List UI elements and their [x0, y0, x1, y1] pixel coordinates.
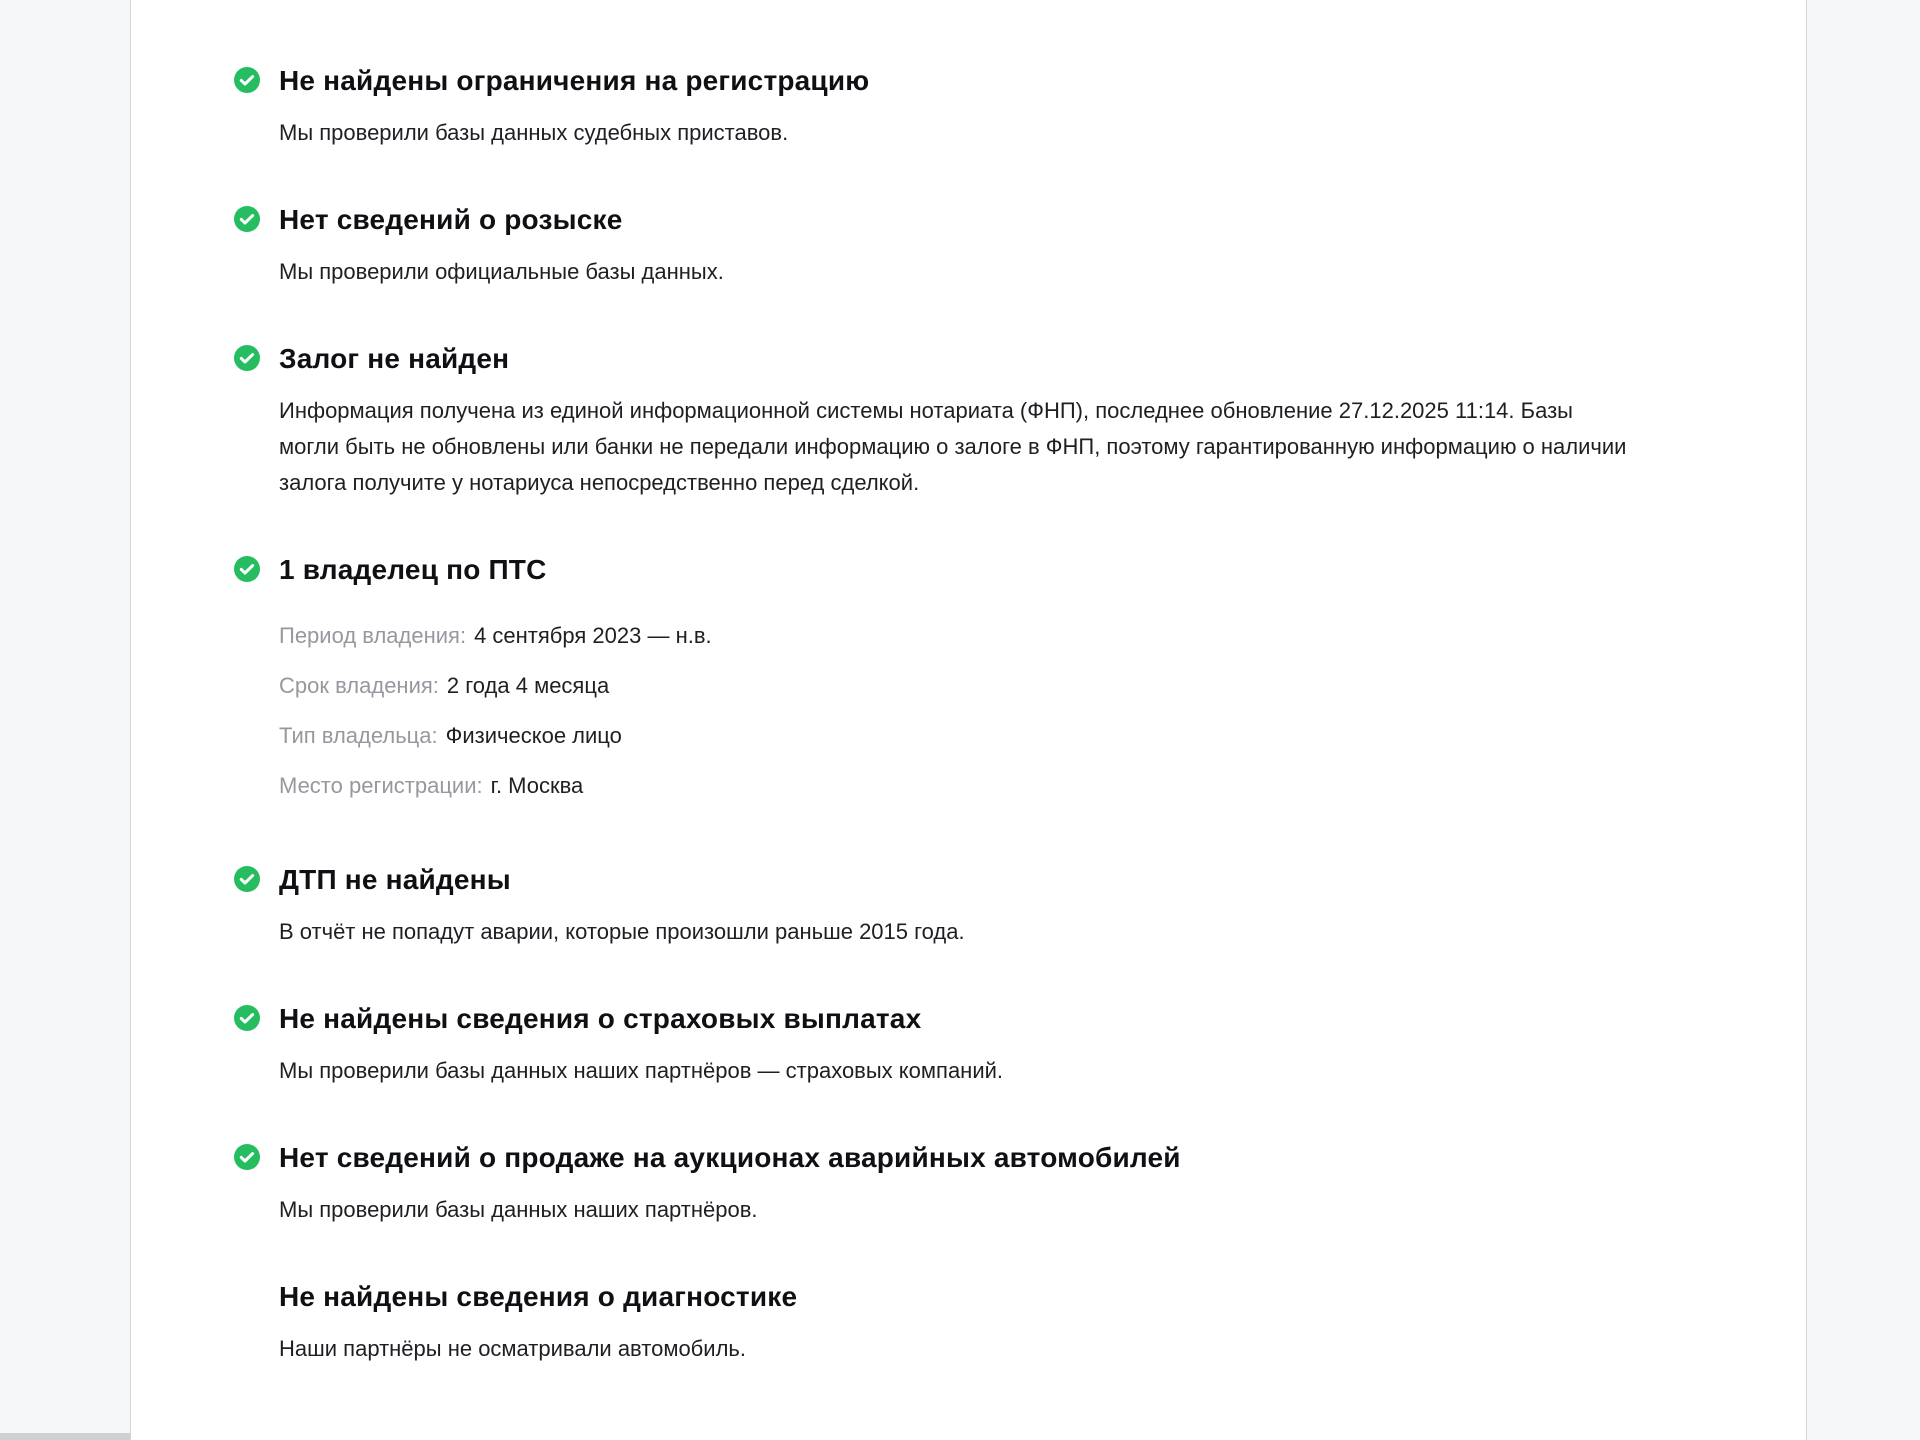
check-circle-icon [234, 67, 260, 93]
ownership-detail-row [279, 711, 1746, 761]
section-title: Не найдены сведения о страховых выплатах [279, 1003, 922, 1034]
section-content [279, 1002, 1746, 1089]
detail-value: 4 сентября 2023 — н.в. [474, 623, 712, 648]
check-circle-icon [234, 345, 260, 371]
section-description: Мы проверили официальные базы данных. [279, 259, 724, 284]
section-title: Нет сведений о розыске [279, 204, 623, 235]
check-circle-icon [234, 1144, 260, 1170]
section-title: 1 владелец по ПТС [279, 554, 547, 585]
detail-label: Тип владельца: [279, 723, 438, 748]
section-icon-cell [234, 863, 279, 950]
section-content [279, 1141, 1746, 1228]
section-title: ДТП не найдены [279, 864, 511, 895]
ownership-details [279, 611, 1746, 811]
left-gutter [0, 0, 130, 1440]
section-title: Не найдены сведения о диагностике [279, 1281, 798, 1312]
detail-value: Физическое лицо [445, 723, 622, 748]
section-description: Наши партнёры не осматривали автомобиль. [279, 1336, 746, 1361]
section-content [279, 553, 1746, 811]
ownership-detail-row [279, 611, 1746, 661]
detail-value: г. Москва [490, 773, 584, 798]
section-title: Не найдены ограничения на регистрацию [279, 65, 870, 96]
section-icon-cell [234, 203, 279, 290]
report-check-section [234, 203, 1746, 290]
section-icon-cell [234, 342, 279, 501]
check-circle-icon [234, 1005, 260, 1031]
report-check-section [234, 1280, 1746, 1367]
section-icon-cell [234, 1141, 279, 1228]
section-description: Мы проверили базы данных наших партнёров — страховых компаний. [279, 1058, 1004, 1083]
detail-label: Период владения: [279, 623, 467, 648]
right-gutter [1807, 0, 1920, 1440]
section-description: Мы проверили базы данных наших партнёров. [279, 1197, 758, 1222]
detail-label: Место регистрации: [279, 773, 483, 798]
section-content [279, 863, 1746, 950]
section-icon-cell [234, 64, 279, 151]
section-title: Залог не найден [279, 343, 510, 374]
section-content [279, 1280, 1746, 1367]
report-check-section [234, 64, 1746, 151]
section-description: Информация получена из единой информационной системы нотариата (ФНП), последнее обновление 27.12.2025 11:14. Базы могли быть не обновлены или банки не передали информацию о залоге в ФНП, поэтому гарантированную информацию о наличии залога получите у нотариуса непосредственно перед сделкой. [279, 398, 1627, 495]
section-icon-cell [234, 553, 279, 811]
report-check-section [234, 342, 1746, 501]
section-content [279, 342, 1746, 501]
section-title: Нет сведений о продаже на аукционах аварийных автомобилей [279, 1142, 1181, 1173]
ownership-detail-row [279, 661, 1746, 711]
detail-value: 2 года 4 месяца [446, 673, 610, 698]
section-description: Мы проверили базы данных судебных приставов. [279, 120, 789, 145]
report-check-section [234, 1141, 1746, 1228]
check-circle-icon [234, 866, 260, 892]
section-description: В отчёт не попадут аварии, которые произошли раньше 2015 года. [279, 919, 965, 944]
section-content [279, 203, 1746, 290]
section-icon-cell [234, 1002, 279, 1089]
report-check-section [234, 553, 1746, 811]
report-card [130, 0, 1807, 1440]
check-circle-icon [234, 206, 260, 232]
report-check-section [234, 1002, 1746, 1089]
check-circle-icon [234, 556, 260, 582]
ownership-detail-row [279, 761, 1746, 811]
page-break-strip [0, 1433, 130, 1440]
section-content [279, 64, 1746, 151]
report-check-section [234, 863, 1746, 950]
section-icon-cell [234, 1280, 279, 1367]
detail-label: Срок владения: [279, 673, 439, 698]
